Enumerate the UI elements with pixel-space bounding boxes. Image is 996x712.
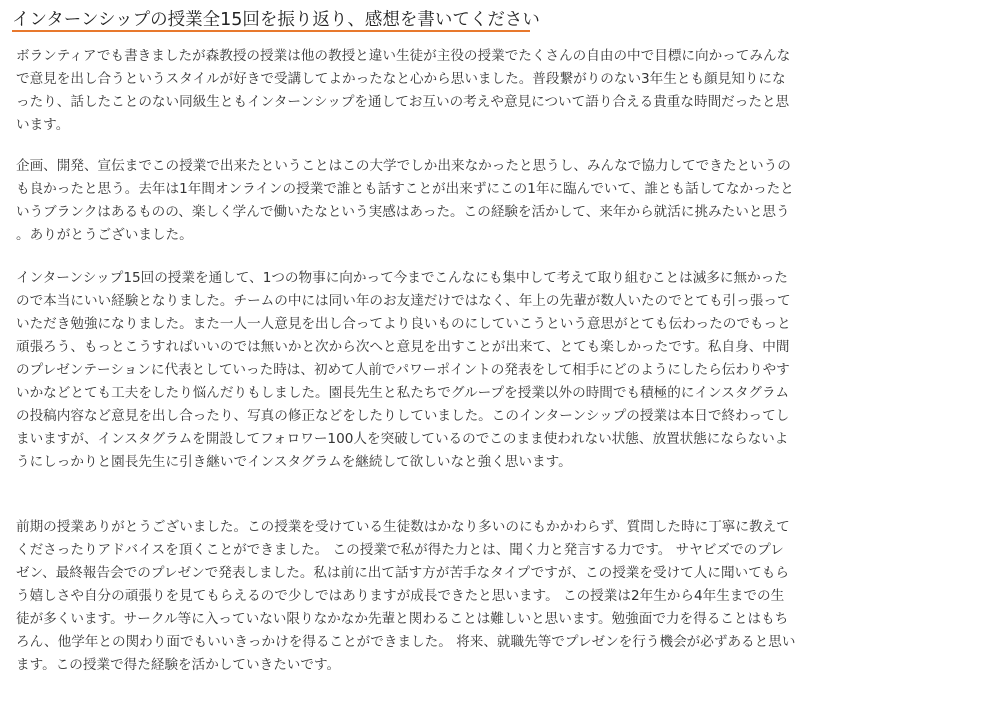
- answer-paragraph-4: 前期の授業ありがとうございました。この授業を受けている生徒数はかなり多いのにもかかわらず、質問した時に丁寧に教えてくださったりアドバイスを頂くことができました。 この授業で私が得た力とは、聞く力と発言する力です。 サヤビズでのプレゼン、最終報告会でのプレゼンで発表しました。私は前に出て話す方が苦手なタイプですが、この授業を受けて人に聞いてもらう嬉しさや自分の頑張りを見てもらえるので少しではありますが成長できたと思います。 この授業は2年生から4年生までの生徒が多くいます。サークル等に入っていない限りなかなか先輩と関わることは難しいと思います。勉強面で力を得ることはもちろん、他学年との関わり面でもいいきっかけを得ることができました。 将来、就職先等でプレゼンを行う機会が必ずあると思います。この授業で得た経験を活かしていきたいです。: [16, 519, 796, 673]
- question-title: インターンシップの授業全15回を振り返り、感想を書いてください: [12, 10, 540, 30]
- answer-paragraph-2: 企画、開発、宣伝までこの授業で出来たということはこの大学でしか出来なかったと思うし、みんなで協力してできたというのも良かったと思う。去年は1年間オンラインの授業で誰とも話すことが出来ずにこの1年に臨んでいて、誰とも話してなかったというブランクはあるものの、楽しく学んで働いたなという実感はあった。この経験を活かして、来年から就活に挑みたいと思う。ありがとうございました。: [16, 158, 794, 243]
- survey-response-page: [12, 0, 988, 673]
- title-underline: [12, 30, 530, 32]
- answer-paragraph-3: インターンシップ15回の授業を通して、1つの物事に向かって今までこんなにも集中して考えて取り組むことは滅多に無かったので本当にいい経験となりました。チームの中には同い年のお友達だけではなく、年上の先輩が数人いたのでとても引っ張っていただき勉強になりました。また一人一人意見を出し合ってより良いものにしていこうという意思がとても伝わったのでもっと頑張ろう、もっとこうすればいいのでは無いかと次から次へと意見を出すことが出来て、とても楽しかったです。私自身、中間のプレゼンテーションに代表としていった時は、初めて人前でパワーポイントの発表をして相手にどのようにしたら伝わりやすいかなどとても工夫をしたり悩んだりもしました。園長先生と私たちでグループを授業以外の時間でも積極的にインスタグラムの投稿内容など意見を出し合ったり、写真の修正などをしたりしていました。このインターンシップの授業は本日で終わってしまいますが、インスタグラムを開設してフォロワー100人を突破しているのでこのまま使われない状態、放置状態にならないようにしっかりと園長先生に引き継いでインスタグラムを継続して欲しいなと強く思います。: [16, 270, 791, 470]
- answer-paragraph-1: ボランティアでも書きましたが森教授の授業は他の教授と違い生徒が主役の授業でたくさんの自由の中で目標に向かってみんなで意見を出し合うというスタイルが好きで受講してよかったなと心から思いました。普段繋がりのない3年生とも顔見知りになったり、話したことのない同級生ともインターンシップを通してお互いの考えや意見について語り合える貴重な時間だったと思います。: [16, 48, 791, 133]
- question-header: [12, 0, 540, 34]
